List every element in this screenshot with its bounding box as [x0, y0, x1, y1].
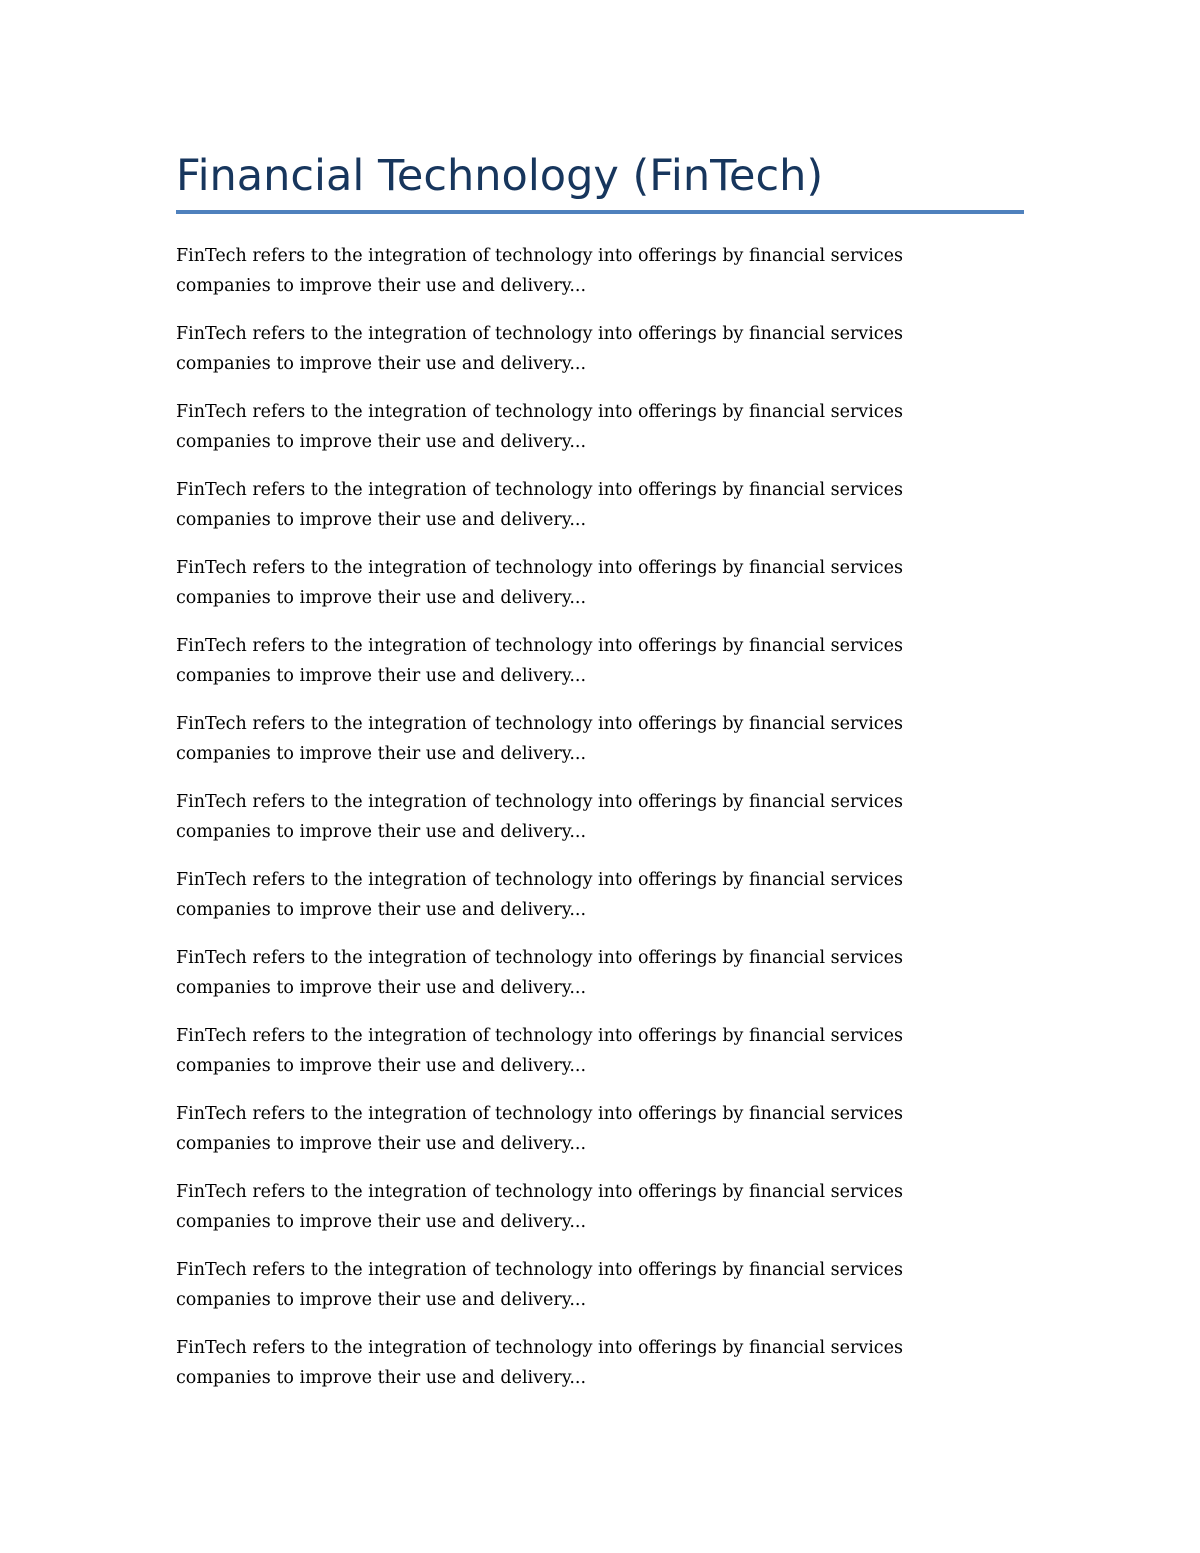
- paragraph-line: FinTech refers to the integration of technology into offerings by financial services: [176, 246, 903, 266]
- paragraph-line: companies to improve their use and delivery...: [176, 822, 587, 842]
- paragraph: [176, 1255, 956, 1315]
- paragraph-line: companies to improve their use and delivery...: [176, 666, 587, 686]
- paragraph-line: companies to improve their use and delivery...: [176, 588, 587, 608]
- paragraph: [176, 319, 956, 379]
- paragraph-line: companies to improve their use and delivery...: [176, 1056, 587, 1076]
- paragraph: [176, 1099, 956, 1159]
- paragraph: [176, 787, 956, 847]
- paragraph-line: FinTech refers to the integration of technology into offerings by financial services: [176, 402, 903, 422]
- paragraph-line: companies to improve their use and delivery...: [176, 510, 587, 530]
- paragraph-line: companies to improve their use and delivery...: [176, 1290, 587, 1310]
- paragraph-line: companies to improve their use and delivery...: [176, 1212, 587, 1232]
- paragraph-line: companies to improve their use and delivery...: [176, 900, 587, 920]
- paragraph: [176, 475, 956, 535]
- paragraph-line: companies to improve their use and delivery...: [176, 1368, 587, 1388]
- paragraph-line: FinTech refers to the integration of technology into offerings by financial services: [176, 1260, 903, 1280]
- paragraph: [176, 709, 956, 769]
- paragraph-line: FinTech refers to the integration of technology into offerings by financial services: [176, 792, 903, 812]
- title-underline-rule: [176, 210, 1024, 214]
- paragraph-line: FinTech refers to the integration of technology into offerings by financial services: [176, 480, 903, 500]
- paragraph: [176, 1021, 956, 1081]
- paragraph-line: companies to improve their use and delivery...: [176, 744, 587, 764]
- paragraph-line: FinTech refers to the integration of technology into offerings by financial services: [176, 1182, 903, 1202]
- paragraph: [176, 865, 956, 925]
- paragraph: [176, 397, 956, 457]
- paragraph-line: companies to improve their use and delivery...: [176, 432, 587, 452]
- paragraph-line: FinTech refers to the integration of technology into offerings by financial services: [176, 714, 903, 734]
- paragraph-line: FinTech refers to the integration of technology into offerings by financial services: [176, 324, 903, 344]
- paragraph-line: FinTech refers to the integration of technology into offerings by financial services: [176, 1104, 903, 1124]
- document-body: [176, 241, 956, 1411]
- paragraph-line: companies to improve their use and delivery...: [176, 978, 587, 998]
- paragraph: [176, 631, 956, 691]
- paragraph-line: companies to improve their use and delivery...: [176, 1134, 587, 1154]
- paragraph: [176, 553, 956, 613]
- paragraph: [176, 241, 956, 301]
- paragraph: [176, 943, 956, 1003]
- paragraph-line: FinTech refers to the integration of technology into offerings by financial services: [176, 1338, 903, 1358]
- paragraph-line: FinTech refers to the integration of technology into offerings by financial services: [176, 558, 903, 578]
- paragraph-line: FinTech refers to the integration of technology into offerings by financial services: [176, 636, 903, 656]
- paragraph-line: FinTech refers to the integration of technology into offerings by financial services: [176, 948, 903, 968]
- paragraph-line: FinTech refers to the integration of technology into offerings by financial services: [176, 1026, 903, 1046]
- paragraph: [176, 1177, 956, 1237]
- document-title: Financial Technology (FinTech): [176, 151, 824, 201]
- paragraph-line: companies to improve their use and delivery...: [176, 276, 587, 296]
- paragraph-line: FinTech refers to the integration of technology into offerings by financial services: [176, 870, 903, 890]
- paragraph-line: companies to improve their use and delivery...: [176, 354, 587, 374]
- paragraph: [176, 1333, 956, 1393]
